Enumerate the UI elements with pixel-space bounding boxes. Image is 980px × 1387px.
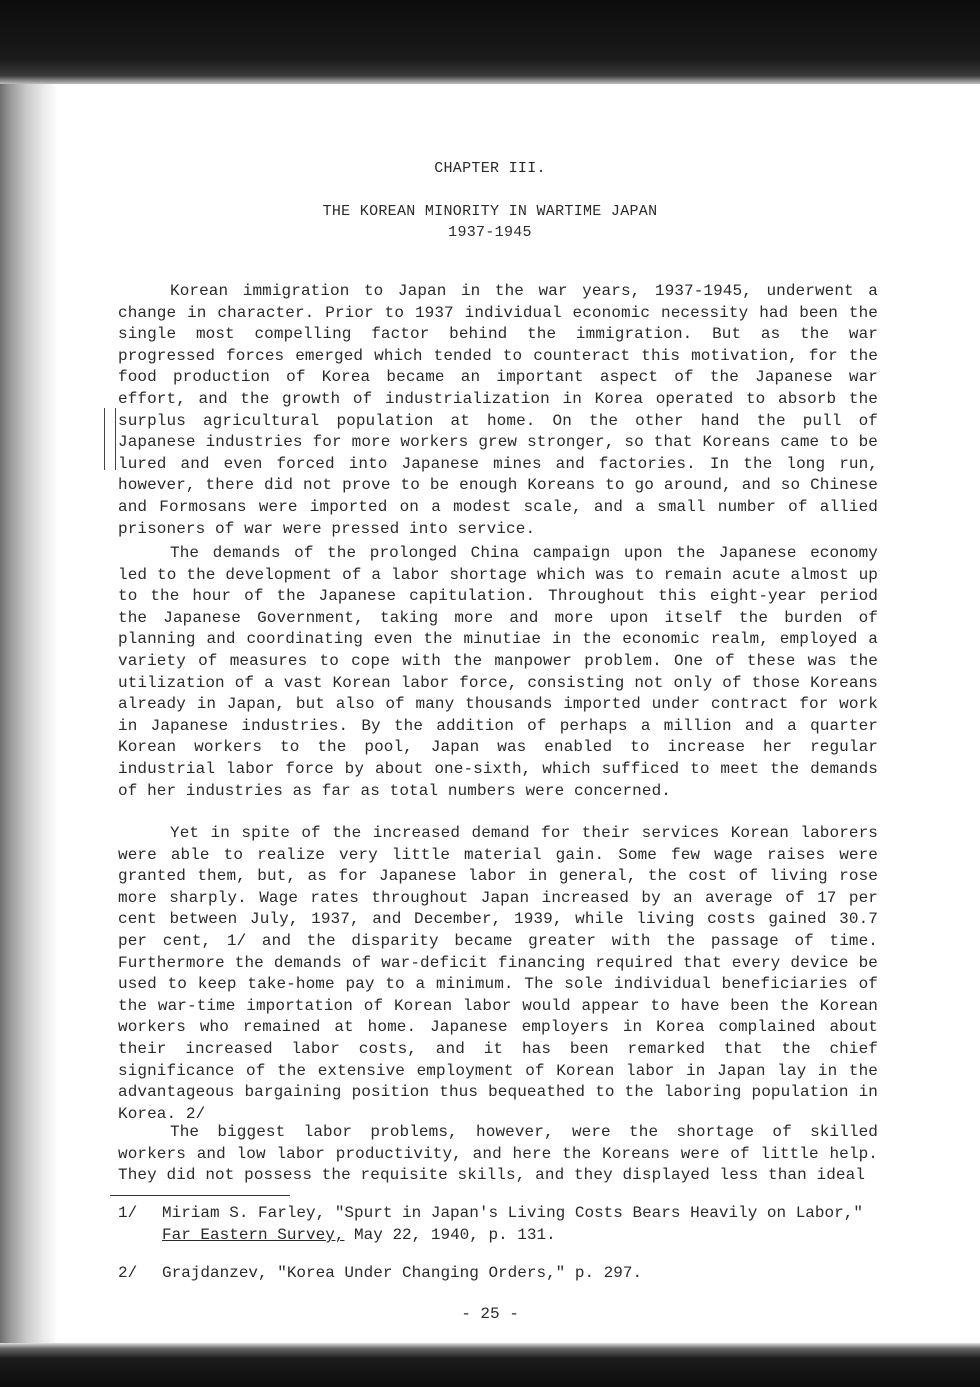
paragraph-text: The biggest labor problems, however, were the shortage of skilled workers and low labor productivity, and here the Koreans were of little help. They did not possess the requisite skills, and they displayed less than ideal [118, 1123, 878, 1185]
scan-bottom-border [0, 1343, 980, 1387]
paragraph-1 [118, 281, 878, 540]
chapter-heading: CHAPTER III. [434, 160, 546, 177]
paragraph-text: Yet in spite of the increased demand for their services Korean laborers were able to realize very little material gain. Some few wage raises were granted them, but, as for Japanese labor in general, the cost of living rose more sharply. Wage rates throughout Japan increased by an average of 17 per cent between July, 1937, and December, 1939, while living costs gained 30.7 per cent, 1/ and the disparity became greater with the passage of time. Furthermore the demands of war-deficit financing required that every device be used to keep take-home pay to a minimum. The sole individual beneficiaries of the war-time importation of Korean labor would appear to have been the Korean workers who remained at home. Japanese employers in Korea complained about their increased labor costs, and it has been remarked that the chief significance of the extensive employment of Korean labor in Japan lay in the advantageous bargaining position thus bequeathed to the laboring population in Korea. 2/ [118, 824, 878, 1123]
footnote-text: Grajdanzev, "Korea Under Changing Orders," p. 297. [162, 1264, 643, 1282]
paragraph-4 [118, 1122, 878, 1187]
paragraph-3 [118, 823, 878, 1125]
scan-left-shadow [0, 84, 58, 1343]
margin-annotation-mark [104, 408, 116, 470]
paragraph-text: Korean immigration to Japan in the war years, 1937-1945, underwent a change in character. Prior to 1937 individual economic necessity had been the single most compelling factor behind the immigration. But as the war progressed forces emerged which tended to counteract this motivation, for the food production of Korea became an important aspect of the Japanese war effort, and the growth of industrialization in Korea operated to absorb the surplus agricultural population at home. On the other hand the pull of Japanese industries for more workers grew stronger, so that Koreans came to be lured and even forced into Japanese mines and factories. In the long run, however, there did not prove to be enough Koreans to go around, and so Chinese and Formosans were imported on a modest scale, and a small number of allied prisoners of war were pressed into service. [118, 282, 878, 538]
footnote-marker: 2/ [118, 1264, 138, 1282]
footnote-source: Far Eastern Survey, [162, 1226, 345, 1244]
footnote-marker: 1/ [118, 1204, 138, 1222]
chapter-years: 1937-1945 [448, 224, 532, 241]
paragraph-text: The demands of the prolonged China campaign upon the Japanese economy led to the development of a labor shortage which was to remain acute almost up to the hour of the Japanese capitulation. Throughout this eight-year period the Japanese Government, taking more and more upon itself the burden of planning and coordinating even the minutiae in the economic realm, employed a variety of measures to cope with the manpower problem. One of these was the utilization of a vast Korean labor force, consisting not only of those Koreans already in Japan, but also of many thousands imported under contract for work in Japanese industries. By the addition of perhaps a million and a quarter Korean workers to the pool, Japan was enabled to increase her regular industrial labor force by about one-sixth, which sufficed to meet the demands of her industries as far as total numbers were concerned. [118, 544, 878, 800]
page-number: - 25 - [461, 1305, 519, 1323]
scan-top-border [0, 0, 980, 84]
paragraph-2 [118, 543, 878, 802]
footnote-text: Miriam S. Farley, "Spurt in Japan's Living Costs Bears Heavily on Labor," [162, 1204, 863, 1222]
footnote-divider [110, 1195, 290, 1196]
chapter-title: THE KOREAN MINORITY IN WARTIME JAPAN [322, 203, 658, 220]
footnote-detail: May 22, 1940, p. 131. [354, 1226, 556, 1244]
